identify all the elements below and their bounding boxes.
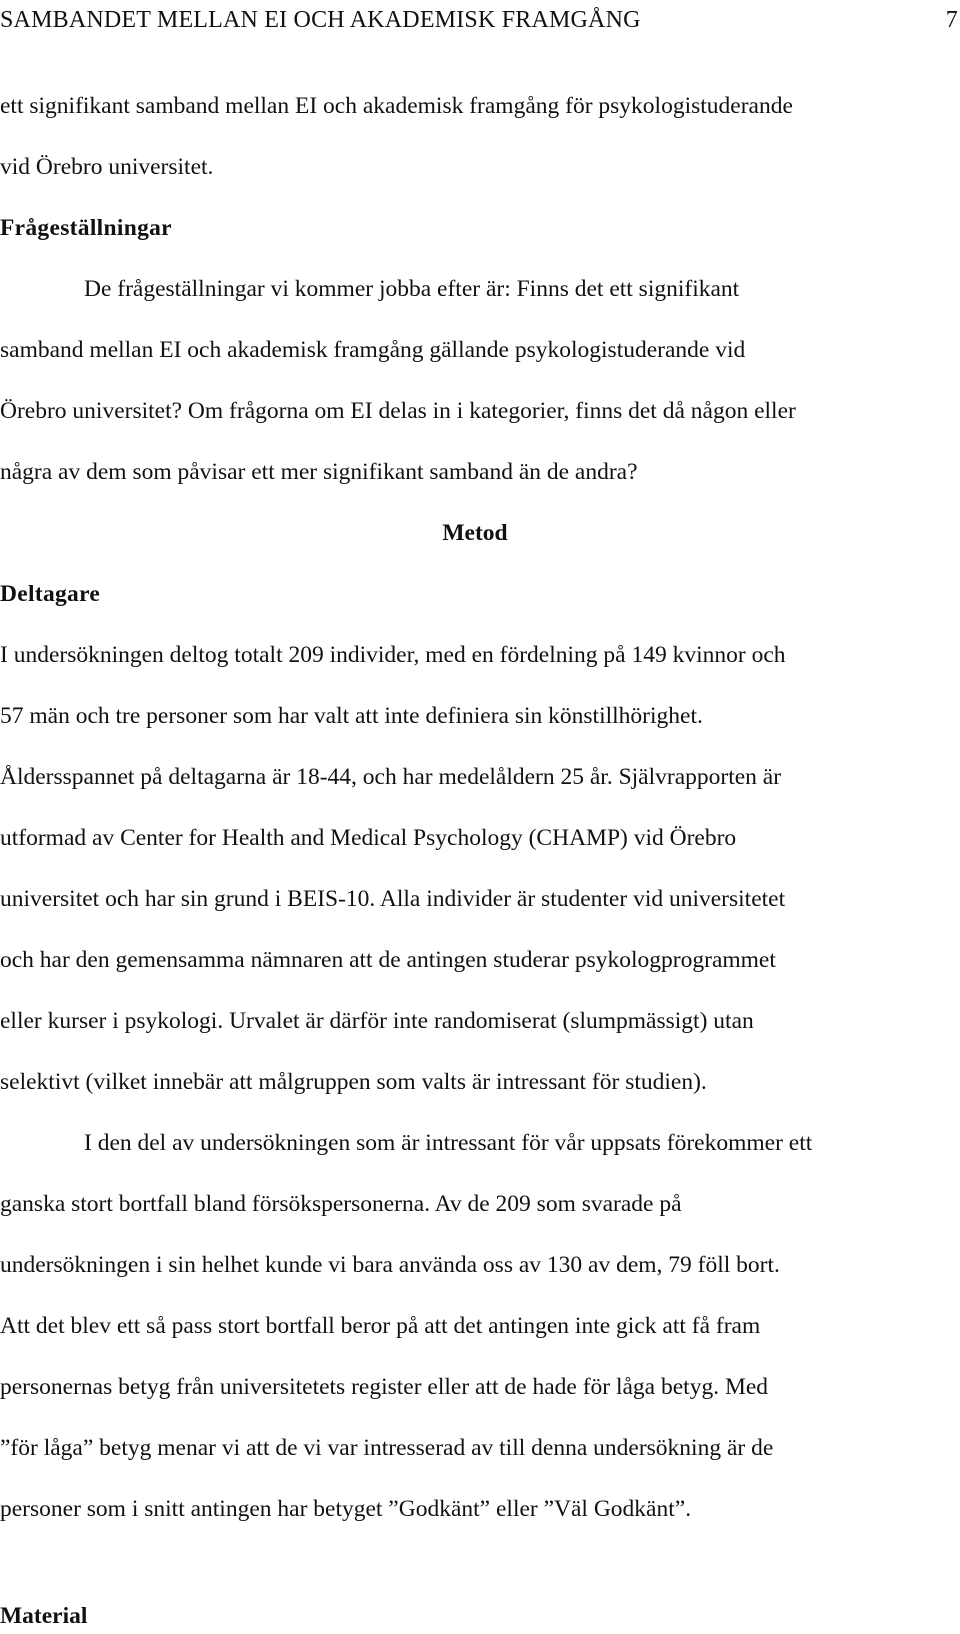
paragraph-line: selektivt (vilket innebär att målgruppen som valts är intressant för studien). bbox=[0, 1069, 707, 1095]
paragraph-line: 57 män och tre personer som har valt att inte definiera sin könstillhörighet. bbox=[0, 703, 703, 729]
paragraph-line: ganska stort bortfall bland försökspersonerna. Av de 209 som svarade på bbox=[0, 1191, 682, 1217]
paragraph-line: I den del av undersökningen som är intressant för vår uppsats förekommer ett bbox=[84, 1130, 813, 1156]
paragraph-line: utformad av Center for Health and Medical Psychology (CHAMP) vid Örebro bbox=[0, 825, 737, 851]
paragraph-line: De frågeställningar vi kommer jobba efter är: Finns det ett signifikant bbox=[84, 276, 740, 302]
section-heading-material: Material bbox=[0, 1603, 88, 1629]
paragraph-line: och har den gemensamma nämnaren att de antingen studerar psykologprogrammet bbox=[0, 947, 776, 973]
body-text bbox=[0, 76, 940, 1540]
section-heading-metod: Metod bbox=[442, 520, 508, 546]
paragraph-line: Att det blev ett så pass stort bortfall beror på att det antingen inte gick att få fram bbox=[0, 1313, 761, 1339]
paragraph-line: personer som i snitt antingen har betyget ”Godkänt” eller ”Väl Godkänt”. bbox=[0, 1496, 692, 1522]
running-head-title: SAMBANDET MELLAN EI OCH AKADEMISK FRAMGÅNG bbox=[0, 7, 641, 33]
paragraph-line: I undersökningen deltog totalt 209 individer, med en fördelning på 149 kvinnor och bbox=[0, 642, 786, 668]
paragraph-line: ”för låga” betyg menar vi att de vi var intresserad av till denna undersökning är de bbox=[0, 1435, 774, 1461]
paragraph-line: Åldersspannet på deltagarna är 18-44, och har medelåldern 25 år. Självrapporten är bbox=[0, 764, 782, 790]
paragraph-line: samband mellan EI och akademisk framgång gällande psykologistuderande vid bbox=[0, 337, 746, 363]
paragraph-line: undersökningen i sin helhet kunde vi bara använda oss av 130 av dem, 79 föll bort. bbox=[0, 1252, 780, 1278]
paragraph-line: några av dem som påvisar ett mer signifikant samband än de andra? bbox=[0, 459, 638, 485]
paragraph-line: vid Örebro universitet. bbox=[0, 154, 214, 180]
paragraph-line: universitet och har sin grund i BEIS-10. Alla individer är studenter vid universitetet bbox=[0, 886, 786, 912]
paragraph-line: Örebro universitet? Om frågorna om EI delas in i kategorier, finns det då någon eller bbox=[0, 398, 796, 424]
paragraph-line: ett signifikant samband mellan EI och akademisk framgång för psykologistuderande bbox=[0, 93, 793, 119]
page-number: 7 bbox=[945, 7, 958, 33]
section-heading-fragestallningar: Frågeställningar bbox=[0, 215, 172, 241]
section-heading-deltagare: Deltagare bbox=[0, 581, 101, 607]
paragraph-line: eller kurser i psykologi. Urvalet är därför inte randomiserat (slumpmässigt) utan bbox=[0, 1008, 754, 1034]
paragraph-line: personernas betyg från universitetets register eller att de hade för låga betyg. Med bbox=[0, 1374, 769, 1400]
